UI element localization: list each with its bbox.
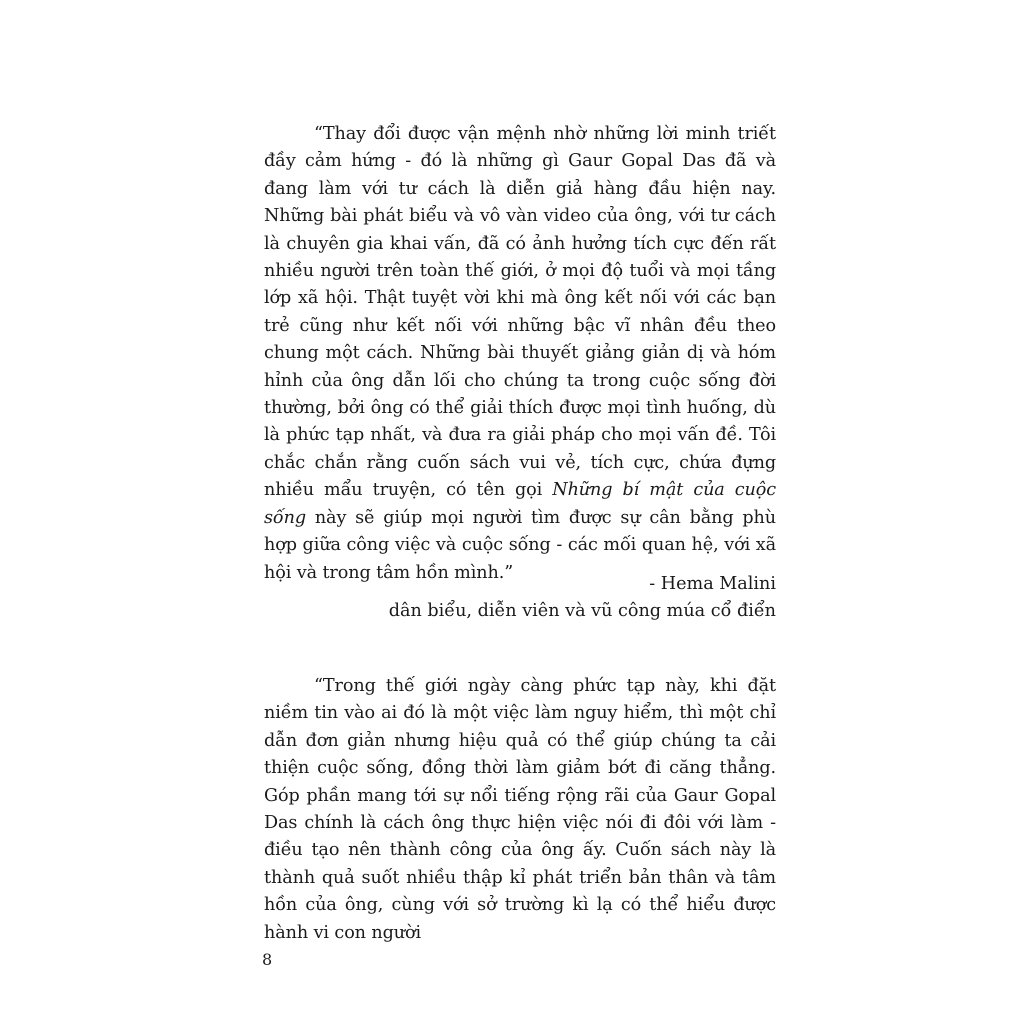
attribution-role: dân biểu, diễn viên và vũ công múa cổ điển (388, 601, 776, 621)
testimonial-quote-2 (264, 673, 776, 947)
book-title: Những bí mật của cuộc sống (264, 480, 777, 528)
quote-1-text-part1: “Thay đổi được vận mệnh nhờ những lời minh triết đầy cảm hứng - đó là những gì Gaur Gopal Das đã và đang làm với tư cách là diễn giả hàng đầu hiện nay. Những bài phát biểu và vô vàn video của ông, với tư cách là chuyên gia khai vấn, đã có ảnh hưởng tích cực đến rất nhiều người trên toàn thế giới, ở mọi độ tuổi và mọi tầng lớp xã hội. Thật tuyệt vời khi mà ông kết nối với các bạn trẻ cũng như kết nối với những bậc vĩ nhân đều theo chung một cách. Những bài thuyết giảng giản dị và hóm hỉnh của ông dẫn lối cho chúng ta trong cuộc sống đời thường, bởi ông có thể giải thích được mọi tình huống, dù là phức tạp nhất, và đưa ra giải pháp cho mọi vấn đề. Tôi chắc chắn rằng cuốn sách vui vẻ, tích cực, chứa đựng nhiều mẩu truyện, có tên gọi (264, 124, 776, 501)
page-number: 8 (262, 950, 273, 969)
quote-1-text-part2: này sẽ giúp mọi người tìm được sự cân bằng phù hợp giữa công việc và cuộc sống - các mối quan hệ, với xã hội và trong tâm hồn mình.” (264, 507, 776, 583)
quote-2-text: “Trong thế giới ngày càng phức tạp này, khi đặt niềm tin vào ai đó là một việc làm nguy hiểm, thì một chỉ dẫn đơn giản nhưng hiệu quả có thể giúp chúng ta cải thiện cuộc sống, đồng thời làm giảm bớt đi căng thẳng. Góp phần mang tới sự nổi tiếng rộng rãi của Gaur Gopal Das chính là cách ông thực hiện việc nói đi đôi với làm - điều tạo nên thành công của ông ấy. Cuốn sách này là thành quả suốt nhiều thập kỉ phát triển bản thân và tâm hồn của ông, cùng với sở trường kì lạ có thể hiểu được hành vi con người (264, 676, 776, 943)
attribution-name: - Hema Malini (649, 574, 776, 594)
testimonial-quote-1 (264, 121, 776, 587)
